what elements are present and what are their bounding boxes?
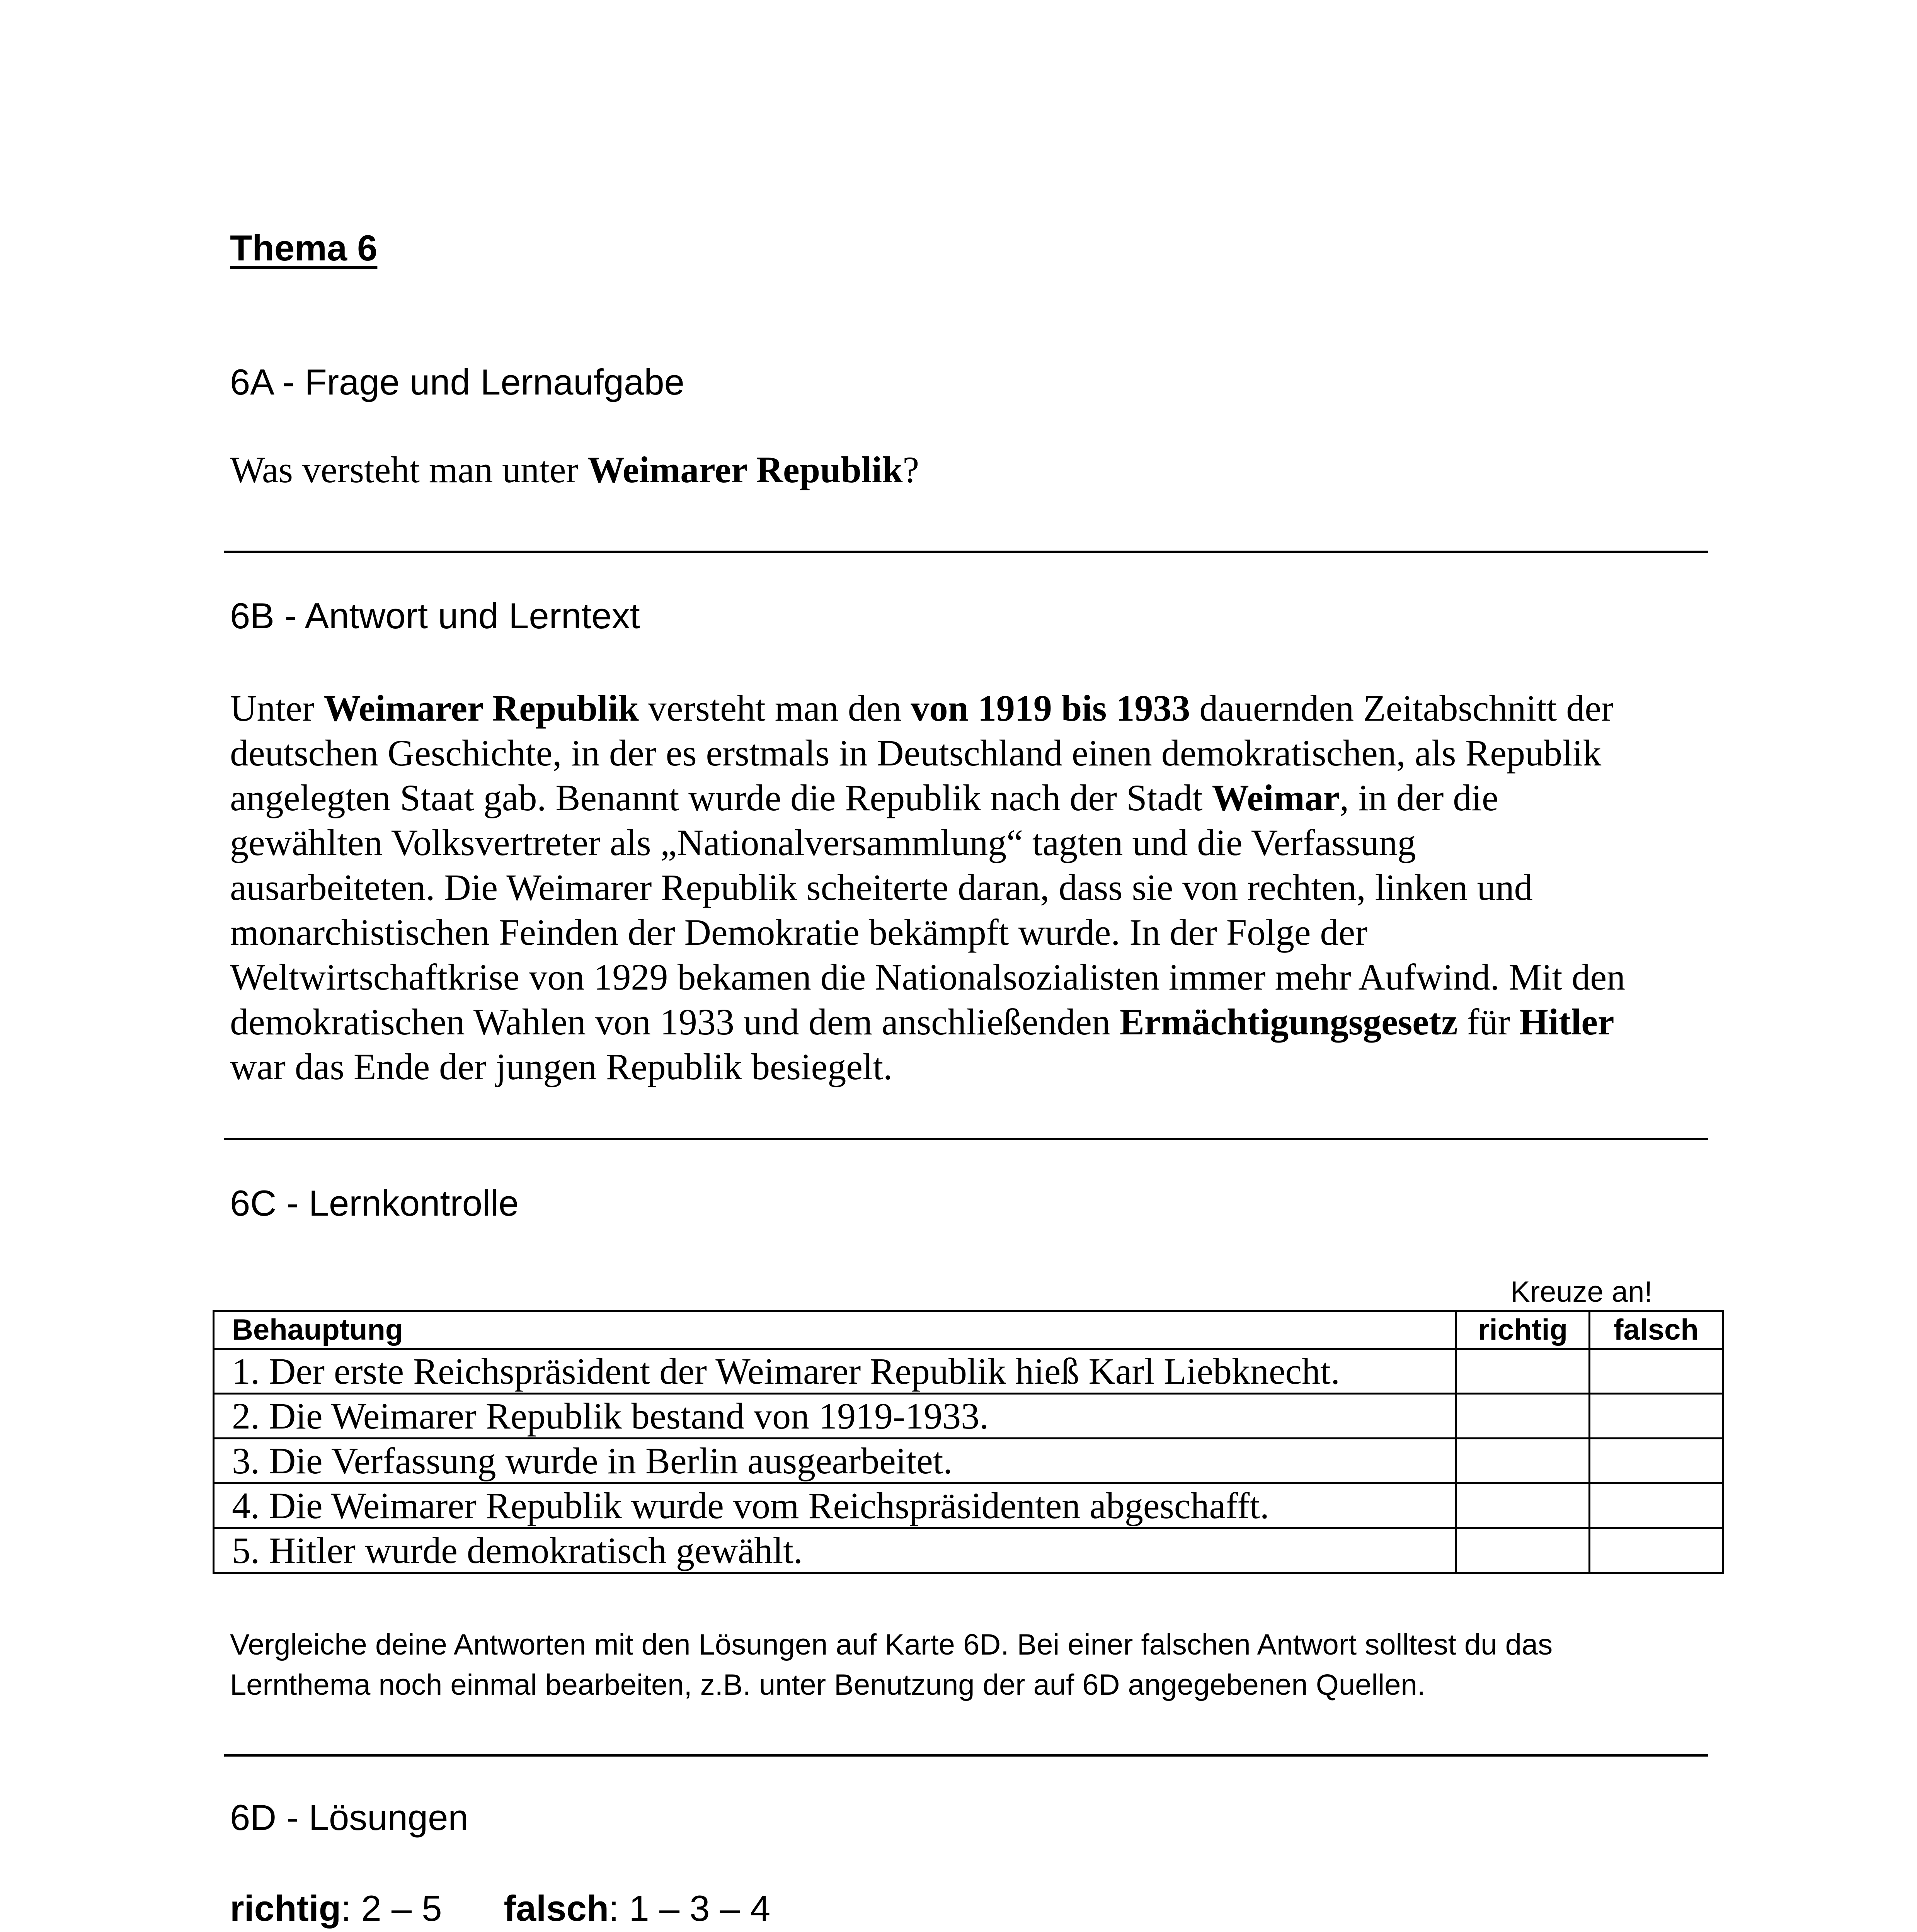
answer-text-run: für [1457, 1001, 1520, 1043]
table-header-row [214, 1311, 1723, 1349]
section-6a-heading: 6A - Frage und Lernaufgabe [230, 362, 684, 402]
richtig-checkbox-cell[interactable] [1456, 1528, 1590, 1573]
answer-bold-term: Weimarer Republik [323, 687, 639, 729]
answer-text-run: dauernden Zeitabschnitt der [1190, 687, 1614, 729]
falsch-label: falsch [504, 1888, 609, 1929]
section-6d-heading: 6D - Lösungen [230, 1797, 468, 1838]
solutions-line [230, 1888, 770, 1929]
table-row [214, 1483, 1723, 1528]
header-falsch: falsch [1590, 1311, 1723, 1349]
divider [224, 1754, 1708, 1757]
answer-text-run: ausarbeiteten. Die Weimarer Republik scheiterte daran, dass sie von rechten, linken und [230, 867, 1533, 908]
section-6b-heading: 6B - Antwort und Lerntext [230, 595, 640, 636]
answer-bold-term: von 1919 bis 1933 [911, 687, 1190, 729]
quiz-table [213, 1310, 1724, 1574]
compare-line: Lernthema noch einmal bearbeiten, z.B. unter Benutzung der auf 6D angegebenen Quellen. [230, 1668, 1425, 1701]
question-term: Weimarer Republik [587, 449, 903, 490]
falsch-checkbox-cell[interactable] [1590, 1483, 1723, 1528]
richtig-checkbox-cell[interactable] [1456, 1483, 1590, 1528]
statement-cell: 1. Der erste Reichspräsident der Weimarer Republik hieß Karl Liebknecht. [214, 1349, 1456, 1394]
answer-text-run: versteht man den [638, 687, 911, 729]
falsch-checkbox-cell[interactable] [1590, 1394, 1723, 1439]
question-prefix: Was versteht man unter [230, 449, 588, 490]
richtig-checkbox-cell[interactable] [1456, 1394, 1590, 1439]
answer-text-run: Weltwirtschaftkrise von 1929 bekamen die Nationalsozialisten immer mehr Aufwind. Mit den [230, 956, 1626, 998]
richtig-label: richtig [230, 1888, 341, 1929]
answer-line [230, 1044, 1710, 1089]
answer-line [230, 686, 1710, 731]
answer-text-run: deutschen Geschichte, in der es erstmals in Deutschland einen demokratischen, als Republik [230, 732, 1602, 774]
statement-cell: 3. Die Verfassung wurde in Berlin ausgearbeitet. [214, 1439, 1456, 1483]
answer-text-run: gewählten Volksvertreter als „Nationalversammlung“ tagten und die Verfassung [230, 822, 1416, 863]
richtig-value: : 2 – 5 [341, 1888, 442, 1929]
falsch-checkbox-cell[interactable] [1590, 1528, 1723, 1573]
table-row [214, 1439, 1723, 1483]
divider [224, 551, 1708, 553]
header-richtig: richtig [1456, 1311, 1590, 1349]
answer-bold-term: Hitler [1519, 1001, 1614, 1043]
answer-text-run: demokratischen Wahlen von 1933 und dem anschließenden [230, 1001, 1120, 1043]
answer-line [230, 731, 1710, 776]
instruction-text: Kreuze an! [1510, 1276, 1653, 1308]
answer-bold-term: Weimar [1212, 777, 1340, 818]
answer-text [230, 686, 1710, 1089]
answer-line [230, 910, 1710, 955]
question-suffix: ? [902, 449, 919, 490]
table-row [214, 1528, 1723, 1573]
falsch-value: : 1 – 3 – 4 [609, 1888, 771, 1929]
falsch-checkbox-cell[interactable] [1590, 1439, 1723, 1483]
statement-cell: 2. Die Weimarer Republik bestand von 1919-1933. [214, 1394, 1456, 1439]
richtig-checkbox-cell[interactable] [1456, 1439, 1590, 1483]
answer-text-run: war das Ende der jungen Republik besiegelt. [230, 1046, 893, 1087]
page-title: Thema 6 [230, 228, 378, 268]
falsch-checkbox-cell[interactable] [1590, 1349, 1723, 1394]
answer-line [230, 1000, 1710, 1044]
answer-line [230, 776, 1710, 820]
table-row [214, 1349, 1723, 1394]
answer-text-run: , in der die [1340, 777, 1498, 818]
divider [224, 1138, 1708, 1140]
header-statement: Behauptung [214, 1311, 1456, 1349]
statement-cell: 5. Hitler wurde demokratisch gewählt. [214, 1528, 1456, 1573]
answer-line [230, 955, 1710, 1000]
compare-line: Vergleiche deine Antworten mit den Lösungen auf Karte 6D. Bei einer falschen Antwort solltest du das [230, 1628, 1553, 1661]
compare-instructions [230, 1625, 1718, 1705]
richtig-checkbox-cell[interactable] [1456, 1349, 1590, 1394]
table-row [214, 1394, 1723, 1439]
section-6c-heading: 6C - Lernkontrolle [230, 1183, 519, 1223]
answer-line [230, 820, 1710, 865]
statement-cell: 4. Die Weimarer Republik wurde vom Reichspräsidenten abgeschafft. [214, 1483, 1456, 1528]
answer-text-run: Unter [230, 687, 324, 729]
answer-text-run: angelegten Staat gab. Benannt wurde die Republik nach der Stadt [230, 777, 1212, 818]
answer-text-run: monarchistischen Feinden der Demokratie bekämpft wurde. In der Folge der [230, 912, 1368, 953]
answer-bold-term: Ermächtigungsgesetz [1119, 1001, 1458, 1043]
answer-line [230, 865, 1710, 910]
question [230, 448, 919, 491]
